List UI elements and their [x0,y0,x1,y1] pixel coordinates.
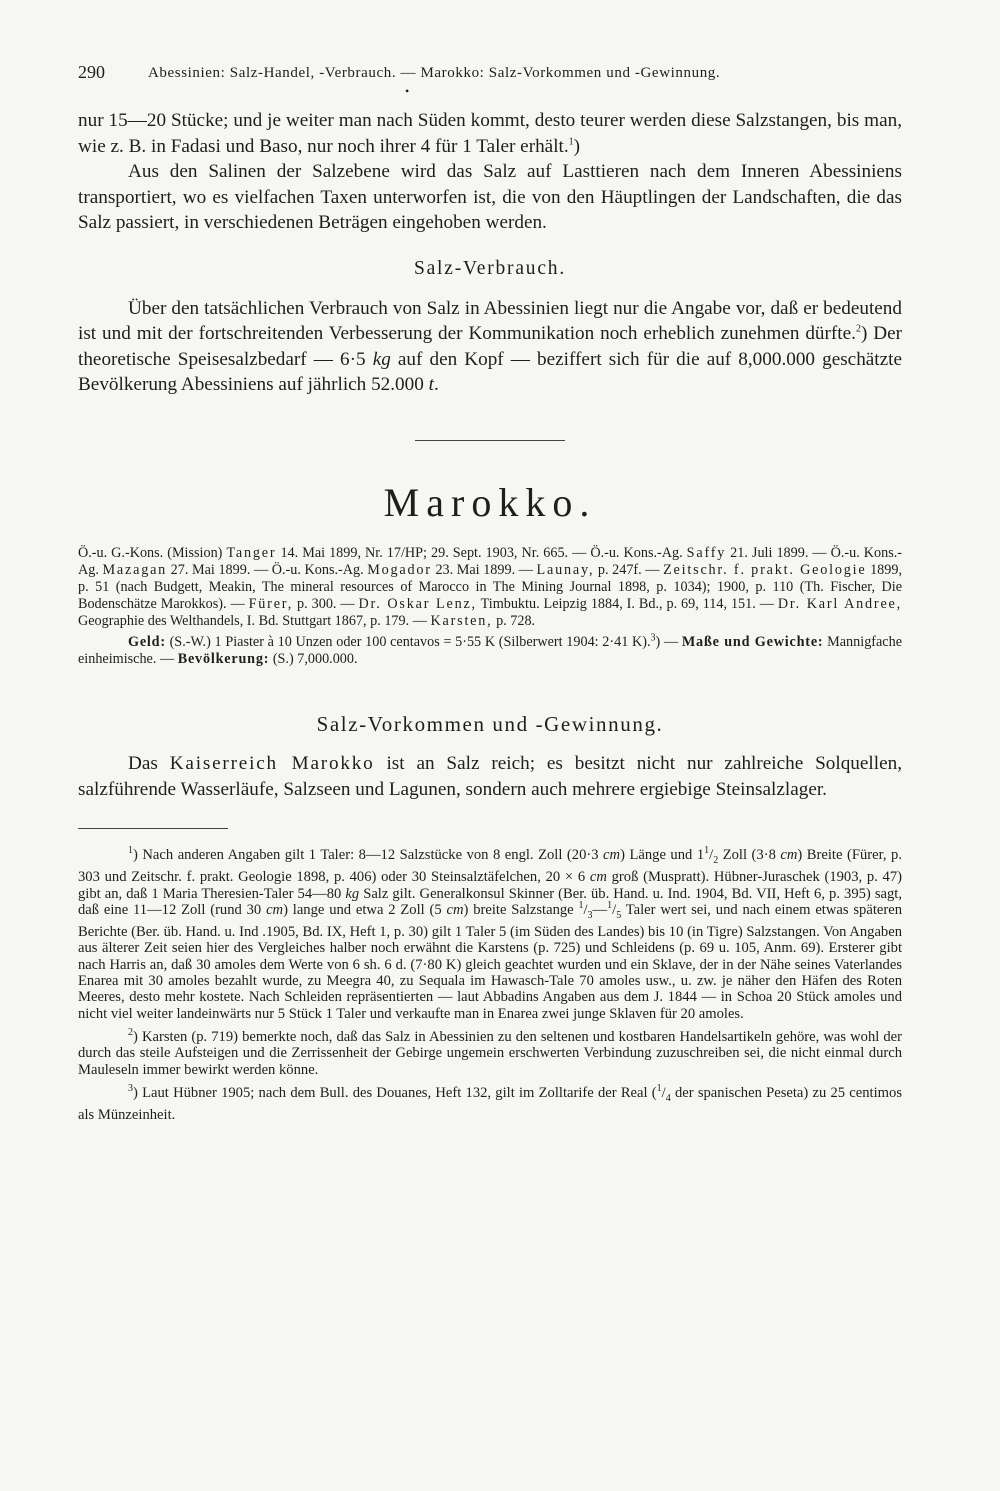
header-dot: • [405,84,410,98]
footnote-ref: 3 [650,632,656,644]
page-number: 290 [78,62,105,82]
section-divider [415,440,565,441]
section-heading: Salz-Verbrauch. [413,257,567,279]
footnotes [78,847,902,1123]
footnote-2: $^2$) Karsten (p. 719) bemerkte noch, daß das Salz in Abessinien zu den seltenen und kostbaren Handelsartikeln gehöre, was wohl der durch das steile Aufsteigen und die Zerrissenheit der Gebirge ungemein erschwerten Verbindung zuzuschreiben sei, die nicht einmal durch Mauleseln immer bewirkt werden könne. [78,1027,902,1078]
footnote-ref: 1 [568,136,574,148]
footnote-1: $^1$) Nach anderen Angaben gilt 1 Taler: 8—12 Salzstücke von 8 engl. Zoll (20·3 cm) Länge und $1^1/_2$ Zoll (3·8 cm) Breite (Fürer, p. 303 und Zeitschr. f. prakt. Geologie 1898, p. 406) oder 30 Steinsalztäfelchen, 20 × 6 cm groß (Muspratt). Hübner-Juraschek (1903, p. 47) gibt an, daß 1 Maria Theresien-Taler 54—80 kg Salz gilt. Generalkonsul Skinner (Ber. üb. Hand. u. Ind. 1904, Bd. VII, Heft 6, p. 395) sagt, daß eine 11—12 Zoll (rund 30 cm) lange und etwa 2 Zoll (5 cm) breite Salzstange $^1/_3—^1/_5$ Taler wert sei, und nach einem etwas späteren Berichte (Ber. üb. Hand. u. Ind .1905, Bd. IX, Heft 1, p. 30) gilt 1 Taler 5 (im Süden des Landes) bis 10 (in Tigre) Salzstangen. Von Angaben aus älterer Zeit seien hier des Vergleiches halber noch erwähnt die Karstens (p. 725) und Schleidens (p. 69 u. 105, Anm. 69). Ersterer gibt nach Harris an, daß 30 amoles dem Werte von 6 sh. 6 d. (7·80 K) gleich geachtet wurden und ein Sklave, der in der Nähe seines Vaterlandes Enarea mit 30 amoles bezahlt wurde, zu Meegra 40, zu Sequala im Hawasch-Tale 70 amoles usw., u. zw. je näher den Häfen des Roten Meeres, desto mehr kostete. Nach Schleiden repräsentierten — laut Abbadins Angaben aus dem J. 1844 — in Schoa 20 Stück amoles und nicht viel weiter landeinwärts nur 5 Stück 1 Taler und verkaufte man in Enarea zwei junge Sklaven für 20 amoles. [78,845,902,1022]
footnote-3: $^3$) Laut Hübner 1905; nach dem Bull. des Douanes, Heft 132, gilt im Zolltarife der Real ($^1/_4$ der spanischen Peseta) zu 25 centimos als Münzeinheit. [78,1082,902,1123]
marokko-section [78,751,902,802]
paragraph: nur 15—20 Stücke; und je weiter man nach Süden kommt, desto teurer werden diese Salzstangen, bis man, wie z. B. in Fadasi und Baso, nur noch ihrer 4 für 1 Taler erhält.$^1$) [78,110,902,157]
page-header [78,62,902,98]
abessinien-section [78,108,902,398]
source-list: Ö.-u. G.-Kons. (Mission) Tanger 14. Mai 1899, Nr. 17/HP; 29. Sept. 1903, Nr. 665. — Ö.-u. Kons.-Ag. Saffy 21. Juli 1899. — Ö.-u. Kons.-Ag. Mazagan 27. Mai 1899. — Ö.-u. Kons.-Ag. Mogador 23. Mai 1899. — Launay, p. 247f. — Zeitschr. f. prakt. Geologie 1899, p. 51 (nach Budgett, Meakin, The mineral resources of Marocco in The Mining Journal 1898, p. 1034); 1900, p. 110 (Th. Fischer, Die Bodenschätze Marokkos). — Fürer, p. 300. — Dr. Oskar Lenz, Timbuktu. Leipzig 1884, I. Bd., p. 69, 114, 151. — Dr. Karl Andree, Geographie des Welthandels, I. Bd. Stuttgart 1867, p. 179. — Karsten, p. 728. [78,544,903,629]
running-title: Abessinien: Salz-Handel, -Verbrauch. — Marokko: Salz-Vorkommen und -Gewinnung. [148,65,721,81]
currency-line: Geld: (S.-W.) 1 Piaster à 10 Unzen oder 100 centavos = 5·55 K (Silberwert 1904: 2·41 K).$^3$) — Maße und Gewichte: Mannigfache einheimische. — Bevölkerung: (S.) 7,000.000. [78,632,902,667]
paragraph: Das Kaiserreich Marokko ist an Salz reich; es besitzt nicht nur zahlreiche Solquellen, salzführende Wasserläufe, Salzseen und Lagunen, sondern auch mehrere ergiebige Steinsalzlager. [78,752,902,800]
section-heading: Salz-Vorkommen und -Gewinnung. [316,711,664,736]
sources-block [78,545,902,668]
footnote-ref: 2 [855,323,861,335]
footnote-divider [78,828,228,829]
paragraph: Aus den Salinen der Salzebene wird das Salz auf Lasttieren nach dem Inneren Abessiniens transportiert, wo es vielfachen Taxen unterworfen ist, die von den Häuptlingen der Landschaften, die das Salz passiert, in verschiedenen Beträgen eingehoben werden. [78,161,902,234]
country-heading: Marokko. [383,479,597,525]
paragraph: Über den tatsächlichen Verbrauch von Salz in Abessinien liegt nur die Angabe vor, daß er bedeutend ist und mit der fortschreitenden Verbesserung der Kommunikation noch erheblich zunehmen dürfte.$^2$) Der theoretische Speisesalzbedarf — 6·5 kg auf den Kopf — beziffert sich für die auf 8,000.000 geschätzte Bevölkerung Abessiniens auf jährlich 52.000 t. [78,297,903,396]
page [78,62,902,1130]
